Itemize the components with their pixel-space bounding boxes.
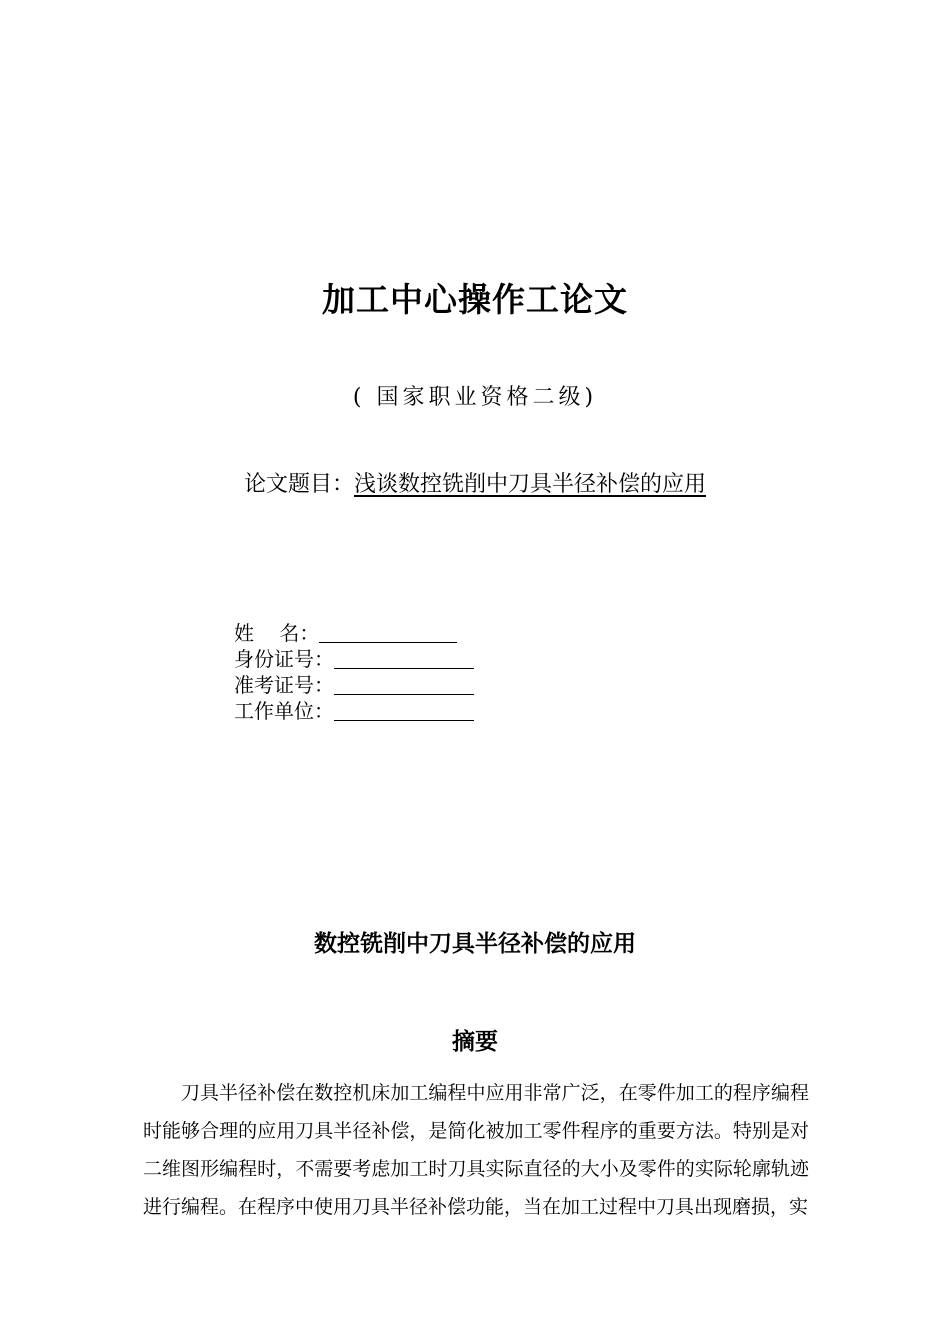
article-title: 数控铣削中刀具半径补偿的应用 (314, 931, 636, 957)
abstract-heading: 摘要 (452, 1029, 498, 1055)
info-row-id-number (234, 646, 474, 672)
info-label-employer: 工作单位： (234, 699, 334, 723)
id-number-blank-line[interactable] (334, 648, 474, 669)
thesis-topic (0, 469, 950, 501)
abstract-body: 刀具半径补偿在数控机床加工编程中应用非常广泛，在零件加工的程序编程时能够合理的应用刀具半径补偿，是简化被加工零件程序的重要方法。特别是对二维图形编程时，不需要考虑加工时刀具实际直径的大小及零件的实际轮廓轨迹进行编程。在程序中使用刀具半径补偿功能，当在加工过程中刀具出现磨损，实 (143, 1082, 809, 1218)
info-label-exam-number: 准考证号： (234, 673, 334, 697)
exam-number-blank-line[interactable] (334, 674, 474, 695)
employer-blank-line[interactable] (334, 700, 474, 721)
info-row-exam-number (234, 672, 474, 698)
thesis-topic-value: 浅谈数控铣削中刀具半径补偿的应用 (354, 472, 707, 497)
thesis-topic-label: 论文题目： (243, 472, 354, 497)
qualification-subtitle: ( 国家职业资格二级) (352, 385, 598, 410)
info-label-name: 姓 名： (234, 621, 320, 645)
info-label-id-number: 身份证号： (234, 647, 334, 671)
name-blank-line[interactable] (319, 622, 457, 643)
info-row-name (234, 620, 474, 646)
page-title: 加工中心操作工论文 (322, 280, 628, 319)
personal-info-block (234, 620, 474, 724)
info-row-employer (234, 698, 474, 724)
